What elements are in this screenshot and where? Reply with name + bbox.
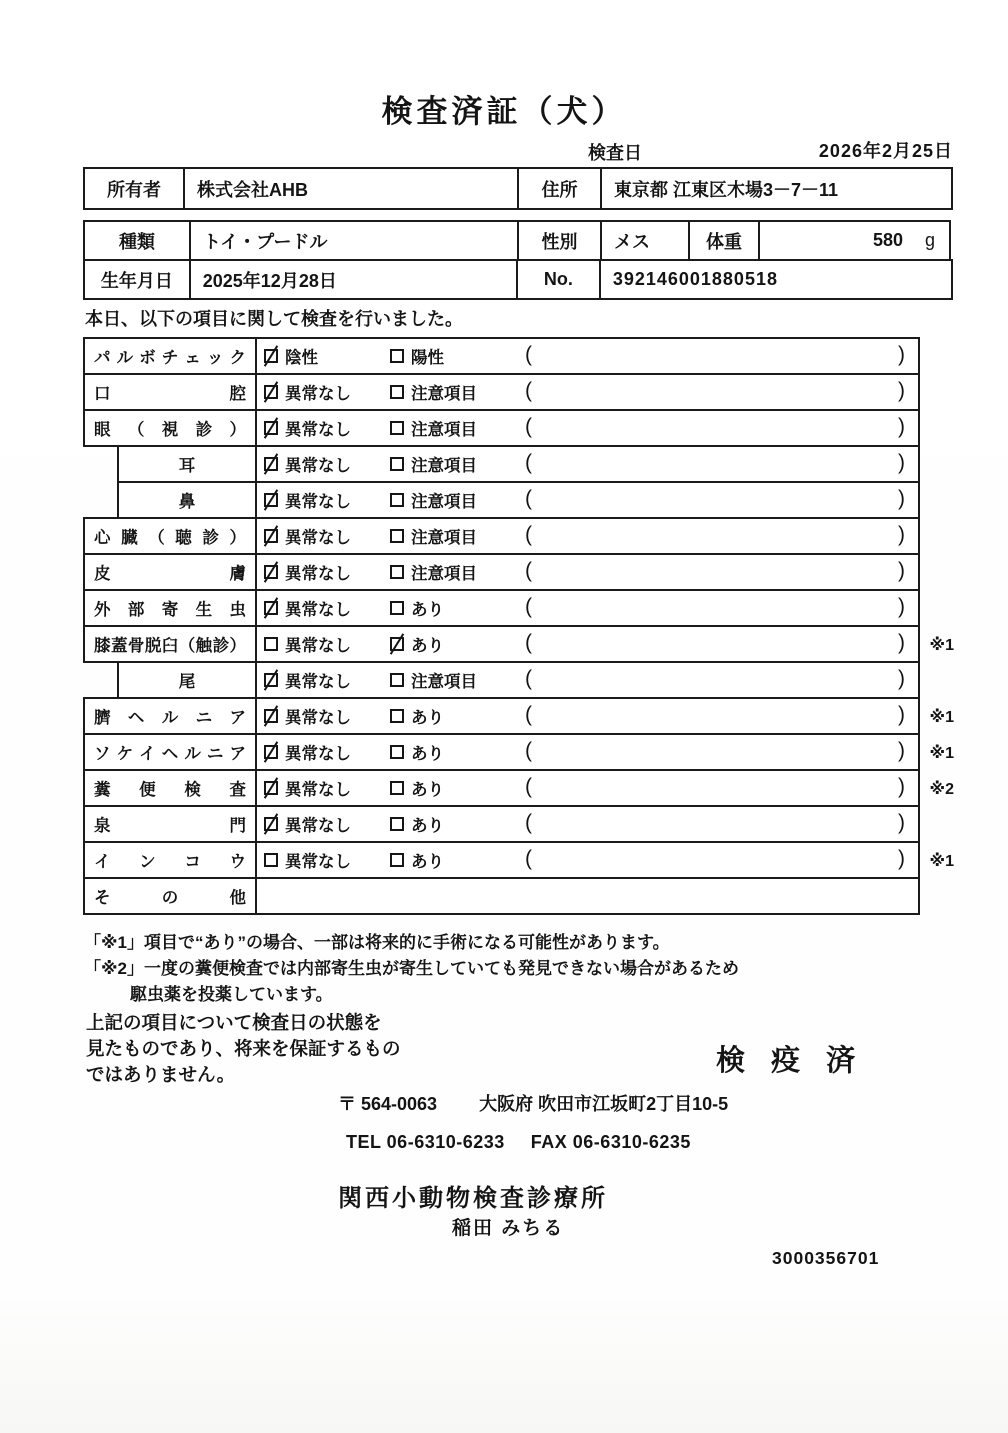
checkbox-row8-opt1[interactable]	[264, 601, 278, 615]
remarks-paren-close: )	[898, 847, 905, 871]
checkbox-label: 異常なし	[285, 565, 351, 583]
remarks-paren-close: )	[898, 739, 905, 763]
exam-option-1	[264, 663, 351, 697]
exam-row-16	[83, 877, 920, 915]
checkbox-label: 注意項目	[411, 385, 477, 403]
disclaimer-line-2: 見たものであり、将来を保証するもの	[86, 1038, 401, 1059]
exam-row-body	[257, 879, 918, 913]
exam-row-body	[257, 843, 918, 877]
certificate-no-value: 392146001880518	[599, 259, 953, 300]
remarks-paren-close: )	[898, 667, 905, 691]
exam-item-label: そ の 他	[85, 879, 257, 913]
exam-row-body	[257, 555, 918, 589]
quarantine-passed-stamp: 検 疫 済	[716, 1045, 865, 1077]
remarks-paren-open: (	[525, 415, 532, 439]
checkbox-row7-opt2[interactable]	[390, 565, 404, 579]
exam-row-body	[257, 807, 918, 841]
checkbox-label: あり	[411, 781, 444, 799]
exam-row-1	[83, 337, 920, 375]
exam-option-1	[264, 483, 351, 517]
inspection-date-label: 検査日	[588, 143, 642, 163]
checkbox-row9-opt1[interactable]	[264, 637, 278, 651]
animal-info-table	[83, 220, 953, 300]
exam-row-body	[257, 519, 918, 553]
remarks-paren-close: )	[898, 415, 905, 439]
checkbox-row3-opt2[interactable]	[390, 421, 404, 435]
clinic-contact-line	[346, 1132, 691, 1153]
checkbox-row9-opt2[interactable]	[390, 637, 404, 651]
remarks-paren-close: )	[898, 559, 905, 583]
birthdate-value: 2025年12月28日	[189, 259, 518, 300]
remarks-paren-open: (	[525, 523, 532, 547]
remarks-paren-close: )	[898, 811, 905, 835]
exam-option-2	[390, 411, 477, 445]
exam-item-label: 外 部 寄 生 虫	[85, 591, 257, 625]
sex-value: メス	[600, 220, 690, 261]
footnote-2-line2: 駆虫薬を投薬しています。	[130, 985, 333, 1004]
inspection-date-value: 2026年2月25日	[818, 141, 953, 161]
remarks-paren-open: (	[525, 379, 532, 403]
checkbox-row15-opt2[interactable]	[390, 853, 404, 867]
exam-row-14	[83, 805, 920, 843]
checkbox-label: 注意項目	[411, 421, 477, 439]
exam-row-body	[257, 627, 918, 661]
exam-item-label: 心 臓 （ 聴 診 ）	[85, 519, 257, 553]
exam-option-2	[390, 699, 444, 733]
footnote-marker: ※1	[929, 709, 954, 726]
exam-item-label: 眼 （ 視 診 ）	[85, 411, 257, 445]
exam-option-1	[264, 591, 351, 625]
exam-row-body	[257, 339, 918, 373]
checkbox-label: あり	[411, 637, 444, 655]
exam-item-label: 膝 蓋 骨 脱 臼 （ 触 診 ）	[85, 627, 257, 661]
checkbox-label: 陰性	[285, 349, 318, 367]
checkbox-row1-opt1[interactable]	[264, 349, 278, 363]
checkbox-label: 異常なし	[285, 637, 351, 655]
serial-number: 3000356701	[772, 1248, 880, 1268]
exam-row-4	[117, 445, 920, 483]
checkbox-label: あり	[411, 817, 444, 835]
exam-item-label: 糞 便 検 査	[85, 771, 257, 805]
page-title: 検査済証（犬）	[381, 94, 627, 129]
exam-option-1	[264, 375, 351, 409]
exam-results-table	[83, 337, 954, 915]
remarks-paren-open: (	[525, 487, 532, 511]
exam-option-2	[390, 663, 477, 697]
checkbox-row14-opt2[interactable]	[390, 817, 404, 831]
exam-row-12	[83, 733, 954, 771]
remarks-paren-close: )	[898, 451, 905, 475]
exam-option-2	[390, 555, 477, 589]
exam-row-10	[117, 661, 920, 699]
exam-row-2	[83, 373, 920, 411]
checkbox-row2-opt2[interactable]	[390, 385, 404, 399]
checkbox-row5-opt2[interactable]	[390, 493, 404, 507]
checkbox-label: 異常なし	[285, 421, 351, 439]
exam-row-body	[257, 375, 918, 409]
checkbox-label: 異常なし	[285, 781, 351, 799]
checkbox-row3-opt1[interactable]	[264, 421, 278, 435]
exam-option-1	[264, 627, 351, 661]
remarks-paren-close: )	[898, 487, 905, 511]
exam-row-body	[257, 663, 918, 697]
remarks-paren-close: )	[898, 595, 905, 619]
exam-option-1	[264, 519, 351, 553]
exam-option-1	[264, 843, 351, 877]
veterinarian-name: 稲田 みちる	[452, 1218, 565, 1239]
exam-row-body	[257, 447, 918, 481]
remarks-paren-open: (	[525, 595, 532, 619]
checkbox-row7-opt1[interactable]	[264, 565, 278, 579]
checkbox-label: 異常なし	[285, 601, 351, 619]
checkbox-row10-opt2[interactable]	[390, 673, 404, 687]
footnote-1: 「※1」項目で“あり”の場合、一部は将来的に手術になる可能性があります。	[84, 933, 670, 952]
checkbox-label: 注意項目	[411, 565, 477, 583]
exam-item-label: パ ル ボ チ ェ ッ ク	[85, 339, 257, 373]
exam-item-label: 鼻	[119, 483, 257, 517]
checkbox-label: 注意項目	[411, 457, 477, 475]
disclaimer-line-3: ではありません。	[86, 1064, 236, 1085]
exam-item-label: 臍 ヘ ル ニ ア	[85, 699, 257, 733]
exam-row-5	[117, 481, 920, 519]
remarks-paren-open: (	[525, 451, 532, 475]
clinic-postal-code: 〒 564-0063	[338, 1094, 438, 1114]
owner-label: 所有者	[83, 167, 185, 210]
exam-option-2	[390, 519, 477, 553]
exam-option-2	[390, 375, 477, 409]
sex-label: 性別	[517, 220, 602, 261]
certificate-no-label: No.	[516, 259, 601, 300]
owner-value: 株式会社AHB	[183, 167, 519, 210]
clinic-fax: FAX 06-6310-6235	[530, 1132, 691, 1152]
checkbox-row6-opt2[interactable]	[390, 529, 404, 543]
exam-row-3	[83, 409, 920, 447]
remarks-paren-open: (	[525, 847, 532, 871]
footnote-marker: ※1	[929, 745, 954, 762]
exam-row-body	[257, 411, 918, 445]
checkbox-label: 注意項目	[411, 673, 477, 691]
checkbox-label: あり	[411, 853, 444, 871]
checkbox-label: 異常なし	[285, 709, 351, 727]
exam-row-body	[257, 699, 918, 733]
exam-option-2	[390, 771, 444, 805]
exam-item-label: 口 腔	[85, 375, 257, 409]
exam-option-2	[390, 339, 444, 373]
exam-row-6	[83, 517, 920, 555]
remarks-paren-close: )	[898, 775, 905, 799]
checkbox-row10-opt1[interactable]	[264, 673, 278, 687]
remarks-paren-open: (	[525, 703, 532, 727]
remarks-paren-open: (	[525, 631, 532, 655]
checkbox-label: 異常なし	[285, 385, 351, 403]
checkbox-label: あり	[411, 601, 444, 619]
remarks-paren-open: (	[525, 667, 532, 691]
remarks-paren-close: )	[898, 703, 905, 727]
checkbox-label: 異常なし	[285, 529, 351, 547]
exam-row-body	[257, 483, 918, 517]
checkbox-row13-opt2[interactable]	[390, 781, 404, 795]
exam-item-label: 皮 膚	[85, 555, 257, 589]
address-label: 住所	[517, 167, 602, 210]
remarks-paren-close: )	[898, 343, 905, 367]
checkbox-label: 注意項目	[411, 493, 477, 511]
exam-option-2	[390, 735, 444, 769]
checkbox-row1-opt2[interactable]	[390, 349, 404, 363]
clinic-name: 関西小動物検査診療所	[338, 1185, 608, 1212]
remarks-paren-open: (	[525, 811, 532, 835]
checkbox-row11-opt2[interactable]	[390, 709, 404, 723]
exam-option-2	[390, 843, 444, 877]
checkbox-row12-opt1[interactable]	[264, 745, 278, 759]
checkbox-label: 注意項目	[411, 529, 477, 547]
clinic-address: 大阪府 吹田市江坂町2丁目10-5	[479, 1094, 729, 1114]
checkbox-label: 異常なし	[285, 493, 351, 511]
exam-row-15	[83, 841, 954, 879]
breed-label: 種類	[83, 220, 191, 261]
breed-value: トイ・プードル	[189, 220, 519, 261]
checkbox-row15-opt1[interactable]	[264, 853, 278, 867]
checkbox-row2-opt1[interactable]	[264, 385, 278, 399]
checkbox-label: 異常なし	[285, 817, 351, 835]
checkbox-row12-opt2[interactable]	[390, 745, 404, 759]
disclaimer-line-1: 上記の項目について検査日の状態を	[86, 1012, 382, 1033]
clinic-tel: TEL 06-6310-6233	[346, 1132, 505, 1152]
intro-text: 本日、以下の項目に関して検査を行いました。	[85, 309, 463, 329]
checkbox-label: 陽性	[411, 349, 444, 367]
address-value: 東京都 江東区木場3－7－11	[600, 167, 953, 210]
exam-option-1	[264, 411, 351, 445]
exam-option-1	[264, 447, 351, 481]
clinic-address-line	[338, 1090, 728, 1116]
exam-option-1	[264, 735, 351, 769]
owner-info-table	[83, 167, 953, 210]
exam-option-2	[390, 807, 444, 841]
checkbox-row11-opt1[interactable]	[264, 709, 278, 723]
exam-row-body	[257, 735, 918, 769]
exam-row-8	[83, 589, 920, 627]
exam-option-1	[264, 555, 351, 589]
checkbox-row6-opt1[interactable]	[264, 529, 278, 543]
checkbox-row8-opt2[interactable]	[390, 601, 404, 615]
footnote-marker: ※1	[929, 853, 954, 870]
exam-item-label: 耳	[119, 447, 257, 481]
checkbox-row5-opt1[interactable]	[264, 493, 278, 507]
exam-row-body	[257, 771, 918, 805]
weight-unit: g	[924, 230, 935, 250]
exam-row-body	[257, 591, 918, 625]
exam-row-7	[83, 553, 920, 591]
weight-value: 580	[872, 230, 903, 250]
exam-option-2	[390, 483, 477, 517]
exam-option-1	[264, 807, 351, 841]
exam-option-2	[390, 447, 477, 481]
remarks-paren-open: (	[525, 739, 532, 763]
remarks-paren-close: )	[898, 631, 905, 655]
remarks-paren-close: )	[898, 523, 905, 547]
checkbox-label: あり	[411, 745, 444, 763]
checkbox-label: 異常なし	[285, 457, 351, 475]
exam-item-label: 泉 門	[85, 807, 257, 841]
checkbox-row14-opt1[interactable]	[264, 817, 278, 831]
checkbox-row13-opt1[interactable]	[264, 781, 278, 795]
exam-option-2	[390, 627, 444, 661]
exam-option-1	[264, 339, 318, 373]
exam-item-label: 尾	[119, 663, 257, 697]
disclaimer-text	[86, 1010, 401, 1088]
exam-row-11	[83, 697, 954, 735]
exam-option-1	[264, 771, 351, 805]
exam-row-13	[83, 769, 954, 807]
birthdate-label: 生年月日	[83, 259, 191, 300]
exam-item-label: ソ ケ イ ヘ ル ニ ア	[85, 735, 257, 769]
checkbox-label: あり	[411, 709, 444, 727]
remarks-paren-open: (	[525, 343, 532, 367]
weight-value-cell	[758, 220, 951, 261]
footnote-marker: ※2	[929, 781, 954, 798]
checkbox-label: 異常なし	[285, 853, 351, 871]
footnote-marker: ※1	[929, 637, 954, 654]
exam-item-label: イ ン コ ウ	[85, 843, 257, 877]
checkbox-row4-opt2[interactable]	[390, 457, 404, 471]
checkbox-label: 異常なし	[285, 673, 351, 691]
remarks-paren-close: )	[898, 379, 905, 403]
checkbox-row4-opt1[interactable]	[264, 457, 278, 471]
footnote-2-line1: 「※2」一度の糞便検査では内部寄生虫が寄生していても発見できない場合があるため	[84, 959, 739, 978]
remarks-paren-open: (	[525, 775, 532, 799]
weight-label: 体重	[688, 220, 760, 261]
remarks-paren-open: (	[525, 559, 532, 583]
exam-row-9	[83, 625, 954, 663]
exam-option-1	[264, 699, 351, 733]
checkbox-label: 異常なし	[285, 745, 351, 763]
exam-option-2	[390, 591, 444, 625]
